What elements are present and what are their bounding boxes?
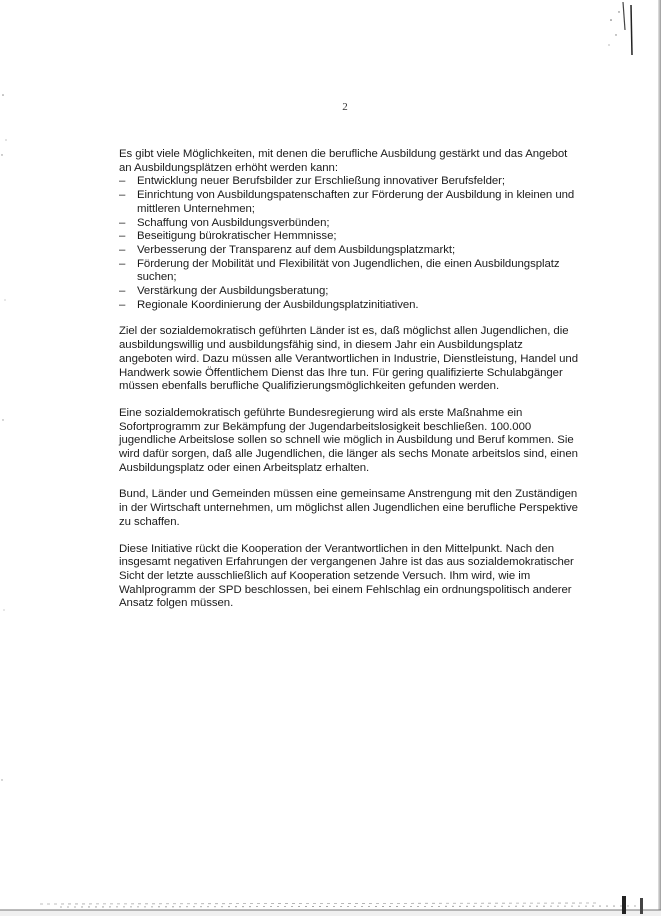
page-number: 2 bbox=[342, 101, 348, 113]
bullet-dash: – bbox=[119, 285, 126, 298]
scan-left-edge-specks bbox=[0, 0, 12, 916]
bullet-dash: – bbox=[119, 189, 126, 202]
bullet-dash: – bbox=[119, 216, 126, 229]
paragraph-joint-effort: Bund, Länder und Gemeinden müssen eine gemeinsame Anstrengung mit den Zuständigen in der Wirtschaft unternehmen, um möglichst allen Jugendlichen eine berufliche Perspektive zu schaffen. bbox=[119, 488, 578, 528]
scan-corner-marks bbox=[601, 0, 641, 60]
paragraph-federal-government: Eine sozialdemokratisch geführte Bundesregierung wird als erste Maßnahme ein Sofortprogramm zur Bekämpfung der Jugendarbeitslosigkeit beschließen. 100.000 jugendliche Arbeitslose sollen so schnell wie möglich in Ausbildung und Beruf kommen. Sie wird dafür sorgen, daß alle Jugendlichen, die länger als sechs Monate arbeitslos sind, einen Ausbildungsplatz oder einen Arbeitsplatz erhalten. bbox=[119, 406, 578, 474]
list-item: – Regionale Koordinierung der Ausbildungsplatzinitiativen. bbox=[119, 298, 419, 311]
bullet-dash: – bbox=[119, 257, 126, 270]
bullet-dash: – bbox=[119, 243, 126, 256]
measures-list bbox=[119, 175, 579, 312]
list-item: – Entwicklung neuer Berufsbilder zur Erschließung innovativer Berufsfelder; bbox=[119, 175, 505, 188]
scan-bottom-edge bbox=[0, 894, 661, 916]
paragraph-goal: Ziel der sozialdemokratisch geführten Länder ist es, daß möglichst allen Jugendlichen, die ausbildungswillig und ausbildungsfähig sind, in diesem Jahr ein Ausbildungsplatz angeboten wird. Dazu müssen alle Verantwortlichen in Industrie, Dienstleistung, Handel und Handwerk sowie Öffentlichem Dienst das Ihre tun. Für gering qualifizierte Schulabgänger müssen ebenfalls berufliche Qualifizierungsmöglichkeiten gefunden werden. bbox=[119, 325, 578, 393]
list-item: – Verstärkung der Ausbildungsberatung; bbox=[119, 285, 329, 298]
list-item: – Förderung der Mobilität und Flexibilität von Jugendlichen, die einen Ausbildungsplatz suchen; bbox=[119, 257, 560, 284]
bullet-dash: – bbox=[119, 230, 126, 243]
list-item: – Verbesserung der Transparenz auf dem Ausbildungsplatzmarkt; bbox=[119, 243, 456, 256]
list-item: – Einrichtung von Ausbildungspatenschaften zur Förderung der Ausbildung in kleinen und mittleren Unternehmen; bbox=[119, 189, 575, 215]
bullet-dash: – bbox=[119, 298, 126, 311]
paragraph-initiative: Diese Initiative rückt die Kooperation der Verantwortlichen in den Mittelpunkt. Nach den insgesamt negativen Erfahrungen der vergangenen Jahre ist das aus sozialdemokratischer Sicht der letzte ausschließlich auf Kooperation setzende Versuch. Ihm wird, wie im Wahlprogramm der SPD beschlossen, bei einem Fehlschlag ein ordnungspolitisch anderer Ansatz folgen müssen. bbox=[119, 542, 574, 610]
bullet-dash: – bbox=[119, 175, 126, 188]
document-body bbox=[119, 148, 579, 624]
list-item: – Beseitigung bürokratischer Hemmnisse; bbox=[119, 230, 337, 243]
intro-paragraph: Es gibt viele Möglichkeiten, mit denen die berufliche Ausbildung gestärkt und das Angebot an Ausbildungsplätzen erhöht werden kann: bbox=[119, 148, 568, 174]
list-item: – Schaffung von Ausbildungsverbünden; bbox=[119, 216, 330, 229]
